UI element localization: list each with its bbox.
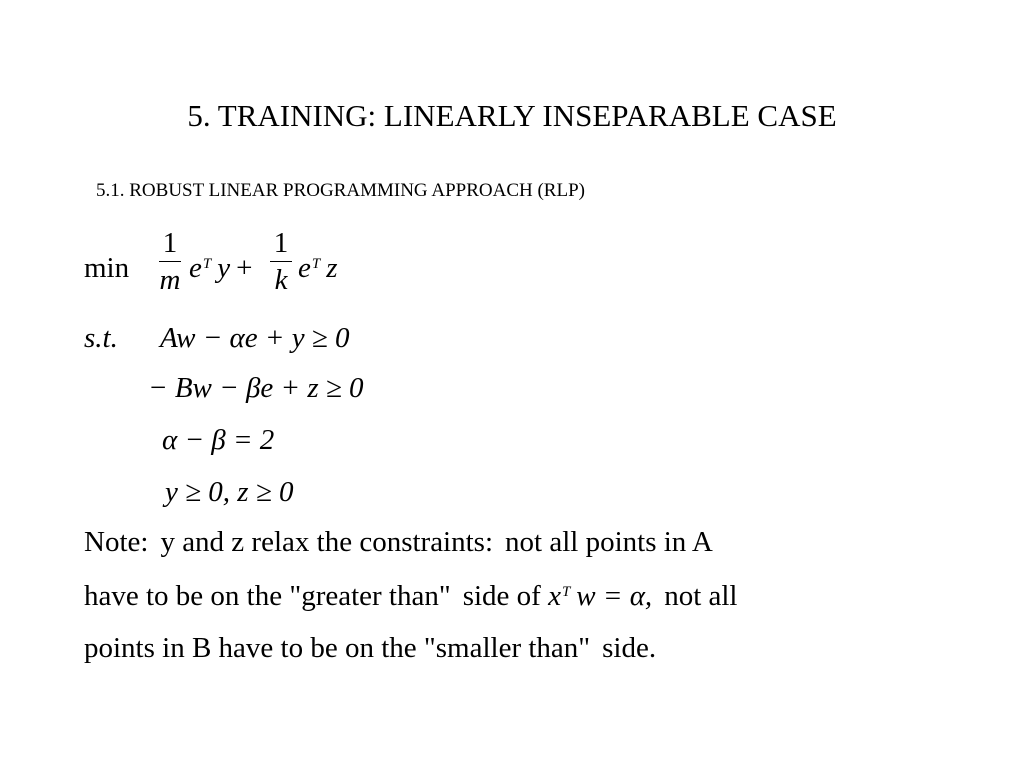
objective-plus: + [236,252,253,284]
note-text-1b: y and z relax the constraints: [160,526,494,558]
note-text-2a: have to be on the "greater than" [84,580,451,612]
fraction-2-numerator: 1 [273,227,289,259]
constraint-3: α − β = 2 [162,424,275,456]
note-text-3a: points in B have to be on the "smaller than" [84,632,591,664]
term-2-var: z [326,252,338,284]
note-equation: w = α, [576,580,653,612]
constraint-4: y ≥ 0, z ≥ 0 [165,476,294,508]
objective-term-2 [298,250,338,286]
fraction-1-numerator: 1 [162,227,178,259]
objective-term-1 [189,250,258,286]
slide-title: 5. TRAINING: LINEARLY INSEPARABLE CASE [187,98,837,133]
section-subtitle: 5.1. ROBUST LINEAR PROGRAMMING APPROACH (RLP) [96,180,585,201]
note-text-3b: side. [602,632,657,664]
note-text-1c: not all points in A [505,526,713,558]
fraction-1-denominator: m [159,264,181,296]
note-transpose: T [561,584,571,600]
term-1-base: e [189,252,202,284]
note-line-2 [84,578,737,614]
objective-fraction-2 [268,228,294,295]
note-var-x: x [548,580,561,612]
note-line-3 [84,630,656,666]
note-line-1 [84,524,713,560]
term-1-transpose: T [202,256,212,272]
objective-fraction-1 [157,228,183,295]
objective-min-label: min [84,252,130,284]
term-2-transpose: T [311,256,321,272]
constraint-1: Aw − αe + y ≥ 0 [160,322,350,354]
term-1-var: y [217,252,231,284]
subject-to-label: s.t. [84,322,118,354]
note-text-2c: not all [664,580,738,612]
term-2-base: e [298,252,311,284]
fraction-2-bar [270,261,292,262]
fraction-2-denominator: k [274,264,288,296]
constraint-2: − Bw − βe + z ≥ 0 [148,372,364,404]
fraction-1-bar [159,261,181,262]
note-label: Note: [84,526,149,558]
note-text-2b: side of [462,580,541,612]
